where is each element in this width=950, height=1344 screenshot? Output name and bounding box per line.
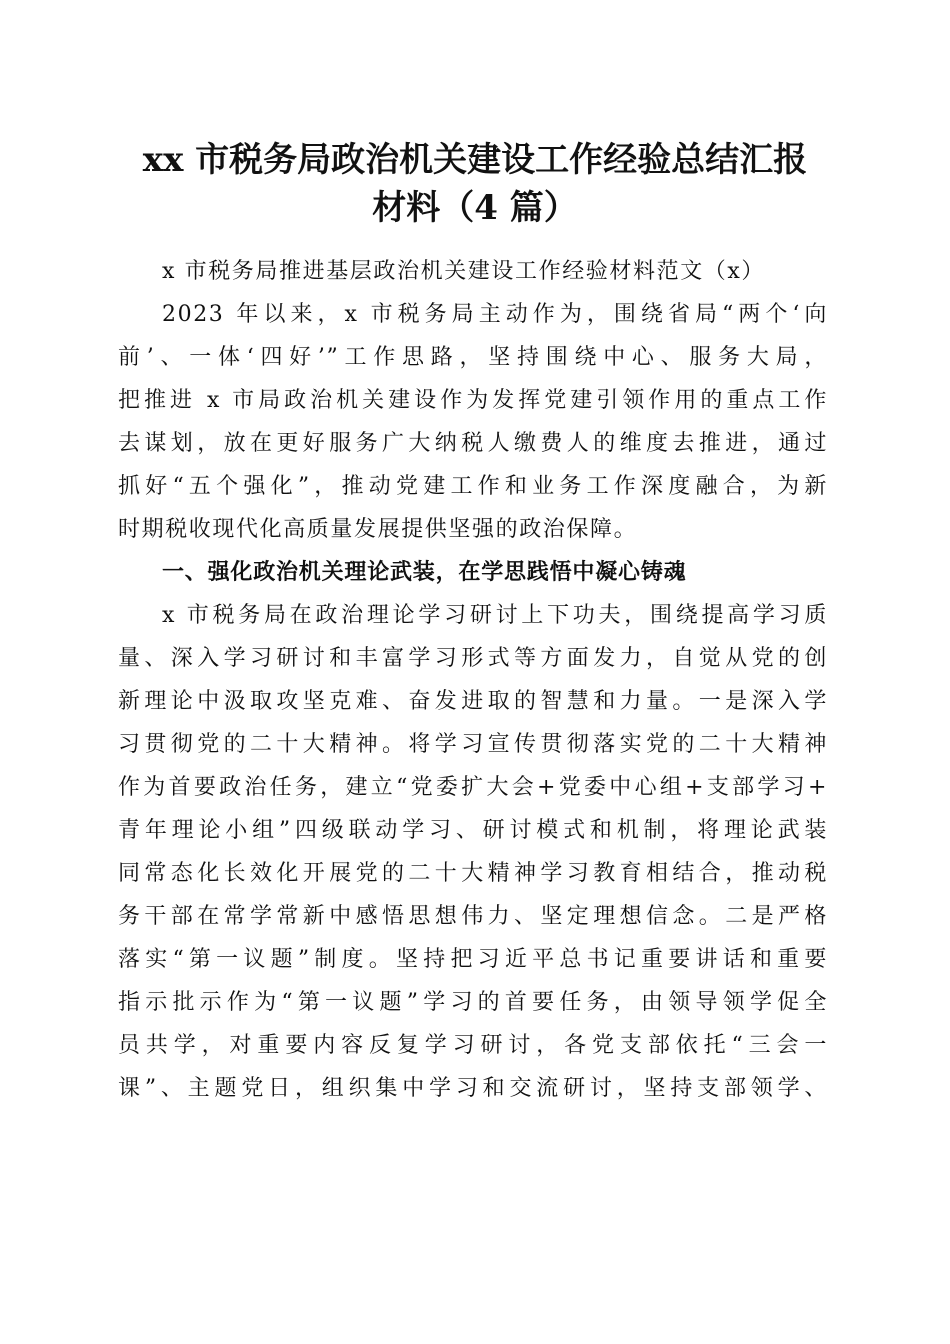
paragraph-line: x 市税务局在政治理论学习研讨上下功夫，围绕提高学习质 [162,603,828,628]
paragraph-line: 新理论中汲取攻坚克难、奋发进取的智慧和力量。一是深入学 [118,689,828,714]
paragraph-line: 时期税收现代化高质量发展提供坚强的政治保障。 [118,517,638,542]
intro-paragraph [118,293,828,551]
paragraph-line: 务干部在常学常新中感悟思想伟力、坚定理想信念。二是严格 [118,904,828,929]
document-title [100,136,850,232]
paragraph-line: 2023 年以来，x 市税务局主动作为，围绕省局“两个‘向 [162,302,828,327]
section-paragraph [118,594,828,1110]
paragraph-line: 落实“第一议题”制度。坚持把习近平总书记重要讲话和重要 [118,947,828,972]
paragraph-line: 作为首要政治任务，建立“党委扩大会+党委中心组+支部学习+ [118,775,828,800]
paragraph-line: 把推进 x 市局政治机关建设作为发挥党建引领作用的重点工作 [118,388,828,413]
paragraph-line: 去谋划，放在更好服务广大纳税人缴费人的维度去推进，通过 [118,431,828,456]
paragraph-line: 课”、主题党日，组织集中学习和交流研讨，坚持支部领学、 [118,1076,828,1101]
paragraph-line: 前’、一体‘四好’”工作思路，坚持围绕中心、服务大局， [118,345,828,370]
paragraph-line: 量、深入学习研讨和丰富学习形式等方面发力，自觉从党的创 [118,646,828,671]
paragraph-line: 员共学，对重要内容反复学习研讨，各党支部依托“三会一 [118,1033,828,1058]
title-line: 材料（4 篇） [372,188,578,228]
title-line: xx 市税务局政治机关建设工作经验总结汇报 [142,140,808,180]
subtitle: x 市税务局推进基层政治机关建设工作经验材料范文（x） [162,259,766,284]
paragraph-line: 同常态化长效化开展党的二十大精神学习教育相结合，推动税 [118,861,828,886]
paragraph-line: 抓好“五个强化”，推动党建工作和业务工作深度融合，为新 [118,474,828,499]
paragraph-line: 指示批示作为“第一议题”学习的首要任务，由领导领学促全 [118,990,828,1015]
paragraph-line: 习贯彻党的二十大精神。将学习宣传贯彻落实党的二十大精神 [118,732,828,757]
paragraph-line: 青年理论小组”四级联动学习、研讨模式和机制，将理论武装 [118,818,828,843]
document-body [118,250,828,1110]
section-heading: 一、强化政治机关理论武装，在学思践悟中凝心铸魂 [162,560,687,585]
